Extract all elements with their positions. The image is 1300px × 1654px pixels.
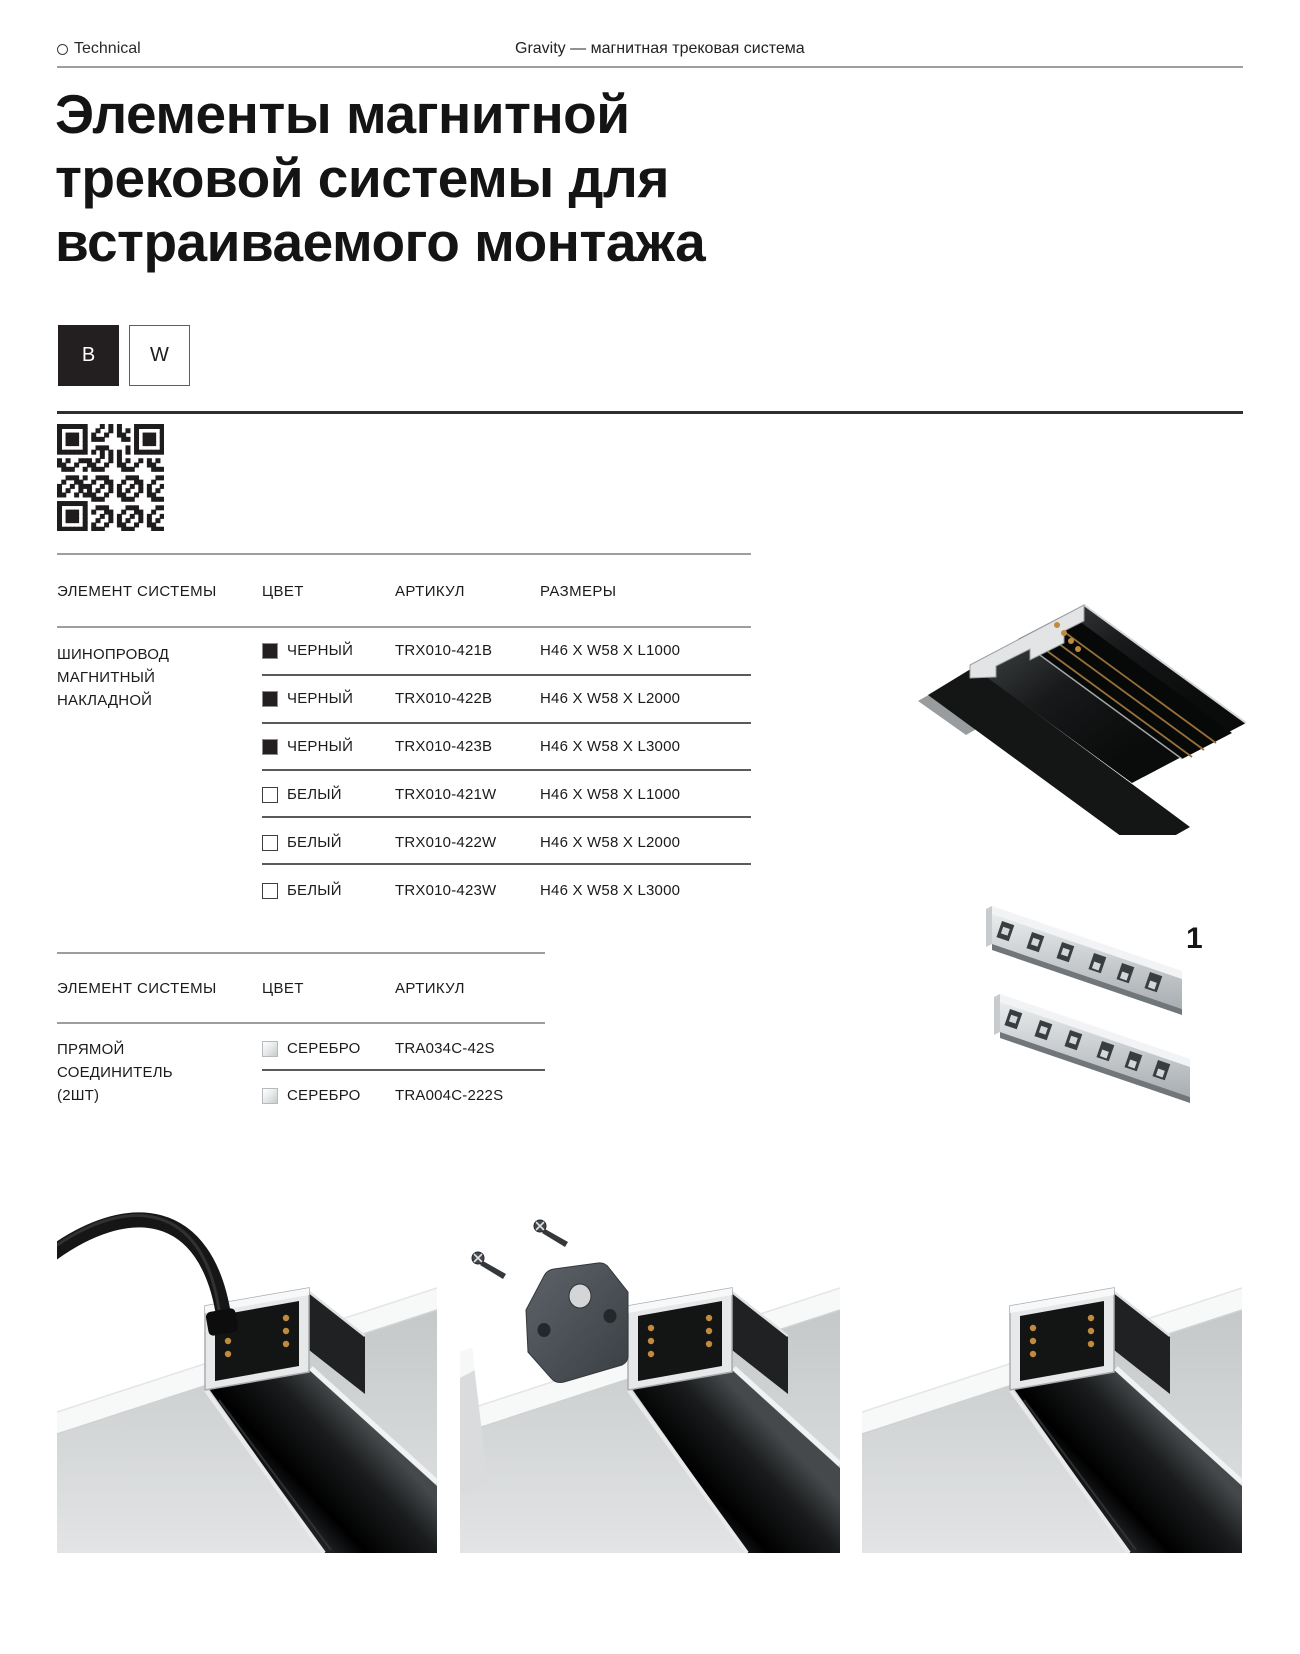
row-divider	[262, 722, 751, 724]
page-title-line: трековой системы для	[55, 147, 669, 209]
dimensions: H46 X W58 X L3000	[540, 882, 681, 899]
row-divider	[262, 769, 751, 771]
dimensions: H46 X W58 X L2000	[540, 834, 681, 851]
table2-col-article: АРТИКУЛ	[395, 980, 465, 997]
color-swatch-silver	[262, 1041, 278, 1057]
element-name-line: НАКЛАДНОЙ	[57, 692, 153, 709]
row-divider	[262, 1069, 545, 1071]
row-divider	[262, 816, 751, 818]
table1-header-rule	[57, 626, 751, 628]
end-cap-plate	[526, 1263, 628, 1383]
color-name: СЕРЕБРО	[287, 1040, 361, 1057]
article-code: TRX010-421B	[395, 642, 493, 659]
installation-image-track-section	[862, 1160, 1242, 1553]
table-row	[57, 1076, 545, 1116]
page-title-line: Элементы магнитной	[55, 83, 630, 145]
element-name-line: ШИНОПРОВОД	[57, 646, 170, 663]
table1-top-rule	[57, 553, 751, 555]
color-swatch-black	[262, 643, 278, 659]
article-code: TRX010-423B	[395, 738, 493, 755]
row-divider	[262, 863, 751, 865]
article-code: TRX010-422B	[395, 690, 493, 707]
table-row	[57, 727, 751, 767]
page-title	[55, 82, 705, 274]
dimensions: H46 X W58 X L1000	[540, 786, 681, 803]
color-swatch-black	[262, 739, 278, 755]
table1-col-color: ЦВЕТ	[262, 583, 304, 600]
variant-button-black[interactable]: B	[58, 325, 119, 386]
power-plug	[205, 1308, 239, 1337]
element-name-line: (2ШТ)	[57, 1087, 100, 1104]
table2-top-rule	[57, 952, 545, 954]
recessed-track-render	[868, 545, 1246, 835]
color-swatch-white	[262, 883, 278, 899]
element-name-line: ПРЯМОЙ	[57, 1041, 125, 1058]
connector-bar	[986, 906, 1182, 1015]
power-cable	[57, 1220, 224, 1318]
scene-track-section	[862, 1160, 1242, 1553]
header-divider	[57, 66, 1243, 68]
circle-outline-icon	[57, 44, 68, 55]
article-code: TRX010-422W	[395, 834, 497, 851]
screw-icon	[472, 1252, 506, 1279]
variant-button-white[interactable]: W	[129, 325, 190, 386]
color-swatch-black	[262, 691, 278, 707]
color-swatch-white	[262, 787, 278, 803]
qr-code	[57, 424, 164, 531]
brand-label: Technical	[74, 40, 141, 57]
table-row	[57, 679, 751, 719]
color-name: БЕЛЫЙ	[287, 834, 342, 851]
color-swatch-white	[262, 835, 278, 851]
screw-icon	[534, 1220, 568, 1247]
scene-power-feed	[57, 1160, 437, 1553]
color-name: ЧЕРНЫЙ	[287, 738, 354, 755]
color-name: ЧЕРНЫЙ	[287, 642, 354, 659]
installation-image-power-feed	[57, 1160, 437, 1553]
element-name-line: МАГНИТНЫЙ	[57, 669, 156, 686]
table1-col-element: ЭЛЕМЕНТ СИСТЕМЫ	[57, 583, 217, 600]
row-divider	[262, 674, 751, 676]
color-name: БЕЛЫЙ	[287, 882, 342, 899]
table-row	[57, 631, 751, 671]
dimensions: H46 X W58 X L1000	[540, 642, 681, 659]
page-title-line: встраиваемого монтажа	[55, 211, 706, 273]
table2-header-rule	[57, 1022, 545, 1024]
table-row	[57, 871, 751, 911]
article-code: TRX010-423W	[395, 882, 497, 899]
product-image-connectors	[950, 878, 1202, 1124]
article-code: TRA034C-42S	[395, 1040, 495, 1057]
article-code: TRA004C-222S	[395, 1087, 504, 1104]
table2-col-color: ЦВЕТ	[262, 980, 304, 997]
table2-col-element: ЭЛЕМЕНТ СИСТЕМЫ	[57, 980, 217, 997]
dimensions: H46 X W58 X L2000	[540, 690, 681, 707]
table-row	[57, 775, 751, 815]
scene-end-cap	[460, 1160, 840, 1553]
color-name: СЕРЕБРО	[287, 1087, 361, 1104]
figure-number-label: 1	[1186, 922, 1203, 955]
product-image-recessed-track	[868, 545, 1246, 835]
color-name: ЧЕРНЫЙ	[287, 690, 354, 707]
breadcrumb	[57, 40, 141, 58]
table-row	[57, 1029, 545, 1069]
article-code: TRX010-421W	[395, 786, 497, 803]
color-swatch-silver	[262, 1088, 278, 1104]
table1-col-article: АРТИКУЛ	[395, 583, 465, 600]
installation-image-end-cap	[460, 1160, 840, 1553]
product-line-title: Gravity — магнитная трековая система	[515, 40, 805, 57]
dimensions: H46 X W58 X L3000	[540, 738, 681, 755]
color-name: БЕЛЫЙ	[287, 786, 342, 803]
section-divider	[57, 411, 1243, 414]
table-row	[57, 823, 751, 863]
table1-col-dimensions: РАЗМЕРЫ	[540, 583, 617, 600]
connector-strips-render	[950, 878, 1202, 1124]
element-name-line: СОЕДИНИТЕЛЬ	[57, 1064, 173, 1081]
